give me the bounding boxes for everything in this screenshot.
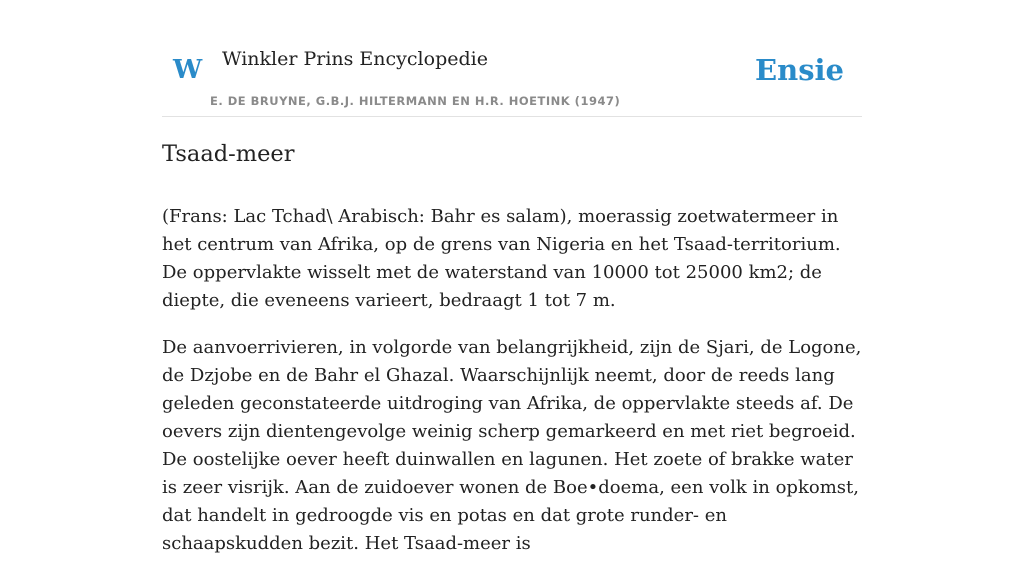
encyclopedia-title[interactable]: Winkler Prins Encyclopedie (222, 48, 488, 70)
article (162, 138, 864, 577)
article-title: Tsaad-meer (162, 141, 295, 167)
authors-line: E. DE BRUYNE, G.B.J. HILTERMANN EN H.R. HOETINK (1947) (210, 94, 621, 108)
encyclopedia-logo-icon[interactable]: W (173, 55, 203, 85)
article-paragraph: (Frans: Lac Tchad\ Arabisch: Bahr es salam), moerassig zoetwatermeer in het centrum van Afrika, op de grens van Nigeria en het Tsaad-territorium. De oppervlakte wisselt met de waterstand van 10000 tot 25000 km2; de diepte, die eveneens varieert, bedraagt 1 tot 7 m. (162, 206, 841, 311)
ensie-brand-logo[interactable]: Ensie (755, 53, 844, 87)
article-paragraph: De aanvoerrivieren, in volgorde van belangrijkheid, zijn de Sjari, de Logone, de Dzjobe en de Bahr el Ghazal. Waarschijnlijk neemt, door de reeds lang geleden geconstateerde uitdroging van Afrika, de oppervlakte steeds af. De oevers zijn dientengevolge weinig scherp gemarkeerd en met riet begroeid. De oostelijke oever heeft duinwallen en lagunen. Het zoete of brakke water is zeer visrijk. Aan de zuidoever wonen de Boe•doema, een volk in opkomst, dat handelt in gedroogde vis en potas en dat grote runder- en schaapskudden bezit. Het Tsaad-meer is (162, 337, 862, 554)
header (162, 0, 862, 117)
